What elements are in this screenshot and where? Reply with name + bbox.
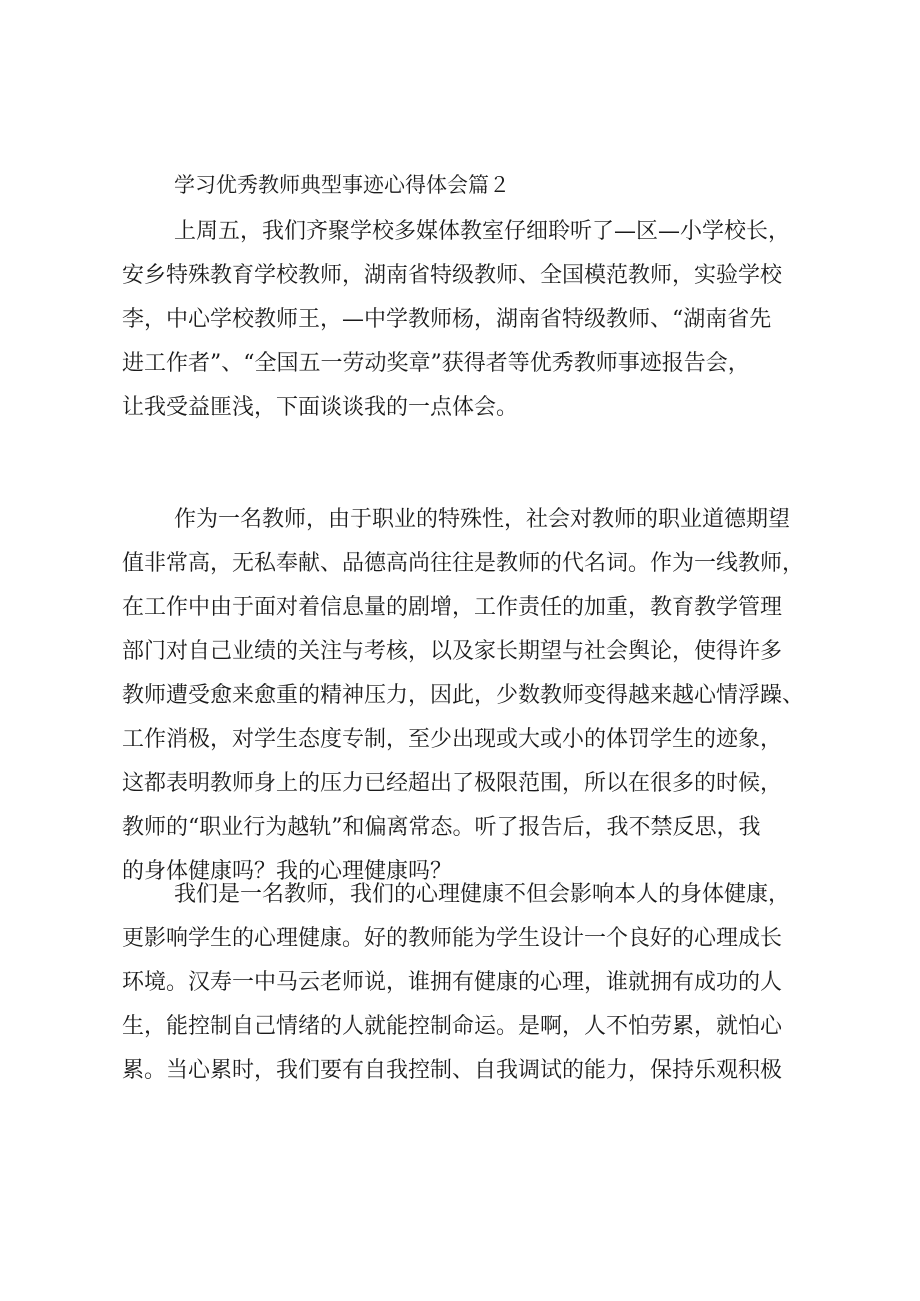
text-line: 累。当心累时，我们要有自我控制、自我调试的能力，保持乐观积极 <box>122 1058 783 1083</box>
text-line: 工作消极，对学生态度专制，至少出现或大或小的体罚学生的迹象， <box>122 727 783 752</box>
document-title: 学习优秀教师典型事迹心得体会篇２ <box>174 173 510 197</box>
text-line: 更影响学生的心理健康。好的教师能为学生设计一个良好的心理成长 <box>122 926 783 951</box>
text-line: 环境。汉寿一中马云老师说，谁拥有健康的心理，谁就拥有成功的人 <box>122 970 783 995</box>
paragraph-2 <box>122 498 804 894</box>
text-line: 我们是一名教师，我们的心理健康不但会影响本人的身体健康， <box>174 882 791 907</box>
text-line: 进工作者”、“全国五一劳动奖章”获得者等优秀教师事迹报告会， <box>122 351 750 376</box>
text-line: 生，能控制自己情绪的人就能控制命运。是啊，人不怕劳累，就怕心 <box>122 1014 783 1039</box>
text-line: 值非常高，无私奉献、品德高尚往往是教师的代名词。作为一线教师， <box>122 551 805 576</box>
paragraph-3 <box>122 873 790 1093</box>
text-line: 在工作中由于面对着信息量的剧增，工作责任的加重，教育教学管理 <box>122 595 783 620</box>
paragraph-1 <box>122 210 790 430</box>
text-line: 作为一名教师，由于职业的特殊性，社会对教师的职业道德期望 <box>174 507 791 532</box>
text-line: 这都表明教师身上的压力已经超出了极限范围，所以在很多的时候， <box>122 771 783 796</box>
text-line: 部门对自己业绩的关注与考核，以及家长期望与社会舆论，使得许多 <box>122 639 783 664</box>
text-line: 李，中心学校教师王，—中学教师杨，湖南省特级教师、“湖南省先 <box>122 307 772 332</box>
text-line: 教师的“职业行为越轨”和偏离常态。听了报告后，我不禁反思，我 <box>122 815 761 840</box>
text-line: 的身体健康吗？我的心理健康吗？ <box>122 859 453 884</box>
text-line: 上周五，我们齐聚学校多媒体教室仔细聆听了—区—小学校长， <box>174 219 791 244</box>
text-line: 教师遭受愈来愈重的精神压力，因此，少数教师变得越来越心情浮躁、 <box>122 683 805 708</box>
text-line: 让我受益匪浅，下面谈谈我的一点体会。 <box>122 395 519 420</box>
text-line: 安乡特殊教育学校教师，湖南省特级教师、全国模范教师，实验学校 <box>122 263 783 288</box>
